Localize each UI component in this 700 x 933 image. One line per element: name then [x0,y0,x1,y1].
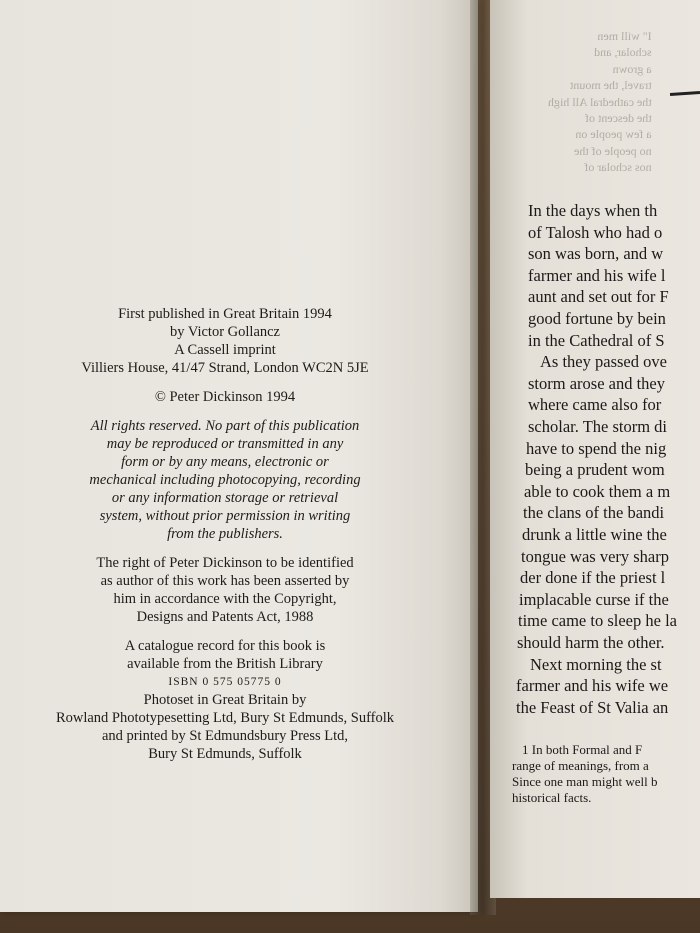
body-line: where came also for [528,395,662,415]
show-through-title [18,30,458,77]
moral-rights-line: as author of this work has been asserted by [100,573,350,589]
printing-block [20,691,430,763]
body-line: storm arose and they [528,373,666,393]
body-line: of Talosh who had o [528,222,663,242]
footnote [512,742,658,806]
show-through-line: the descent of [585,111,652,126]
rights-line: All rights reserved. No part of this publication [90,418,360,434]
publication-line: by Victor Gollancz [170,324,280,340]
show-through-line: a grown [612,61,652,76]
footnote-line: Since one man might well b [512,774,658,789]
copyright-imprint [20,305,430,763]
body-line: tongue was very sharp [521,546,670,566]
copyright-line: © Peter Dickinson 1994 [154,389,296,405]
body-line: the clans of the bandi [523,503,665,523]
body-line: In the days when th [528,201,658,220]
body-line: good fortune by bein [528,309,666,328]
printing-line: Rowland Phototypesetting Ltd, Bury St Edmunds, Suffolk [55,710,395,726]
right-page [490,0,700,898]
rights-line: form or by any means, electronic or [121,454,329,470]
footnote-line: 1 In both Formal and F [522,742,643,757]
body-line: able to cook them a m [524,481,671,501]
body-line: farmer and his wife we [516,676,669,696]
publication-line: A Cassell imprint [174,342,276,358]
rights-block [20,417,430,543]
rights-line: mechanical including photocopying, recording [89,472,361,488]
printing-line: Photoset in Great Britain by [143,692,307,708]
catalogue-block [20,637,430,673]
body-line: scholar. The storm di [528,417,668,436]
show-through-line: no people of the [573,143,652,158]
printing-line: and printed by St Edmundsbury Press Ltd, [101,728,349,744]
body-line: in the Cathedral of S [528,330,665,350]
catalogue-line: available from the British Library [127,656,323,672]
rights-line: or any information storage or retrieval [111,490,339,506]
show-through-line: a few people on [575,127,652,142]
show-through-line: nos scholar of [584,160,652,175]
catalogue-line: A catalogue record for this book is [124,638,326,654]
show-through-text [548,28,652,176]
show-through-line: the cathedral All high [548,94,652,109]
body-line: implacable curse if the [519,589,669,609]
body-line: the Feast of St Valia an [516,697,669,717]
show-through-line: travel, the mount [569,78,652,93]
rights-line: system, without prior permission in writing [99,508,351,524]
footnote-line: historical facts. [512,790,592,805]
body-line: As they passed ove [540,352,667,372]
body-line: farmer and his wife l [528,265,666,285]
footnote-line: range of meanings, from a [512,758,649,773]
ornament-dash [670,91,700,96]
printing-line: Bury St Edmunds, Suffolk [148,746,302,762]
body-line: have to spend the nig [526,438,667,458]
body-line: time came to sleep he la [518,611,677,631]
publication-line: Villiers House, 41/47 Strand, London WC2N 5JE [81,360,369,376]
body-line: der done if the priest l [520,568,666,588]
body-line: son was born, and w [528,244,664,264]
moral-rights-block [20,554,430,626]
rights-line: may be reproduced or transmitted in any [106,436,344,452]
publication-line: First published in Great Britain 1994 [118,306,332,322]
show-through-line: scholar, and [594,45,652,60]
moral-rights-line: Designs and Patents Act, 1988 [136,609,314,625]
body-line: aunt and set out for F [528,287,669,307]
moral-rights-line: The right of Peter Dickinson to be identified [96,555,354,571]
copyright-block [20,388,430,406]
moral-rights-line: him in accordance with the Copyright, [113,591,337,607]
body-line: drunk a little wine the [522,525,667,544]
body-line: should harm the other. [517,633,665,652]
body-line: Next morning the st [530,654,662,674]
body-line: being a prudent wom [525,460,665,480]
publication-block [20,305,430,377]
show-through-line: I" will men [597,29,652,43]
isbn: ISBN 0 575 05775 0 [168,676,282,688]
rights-line: from the publishers. [167,526,283,542]
